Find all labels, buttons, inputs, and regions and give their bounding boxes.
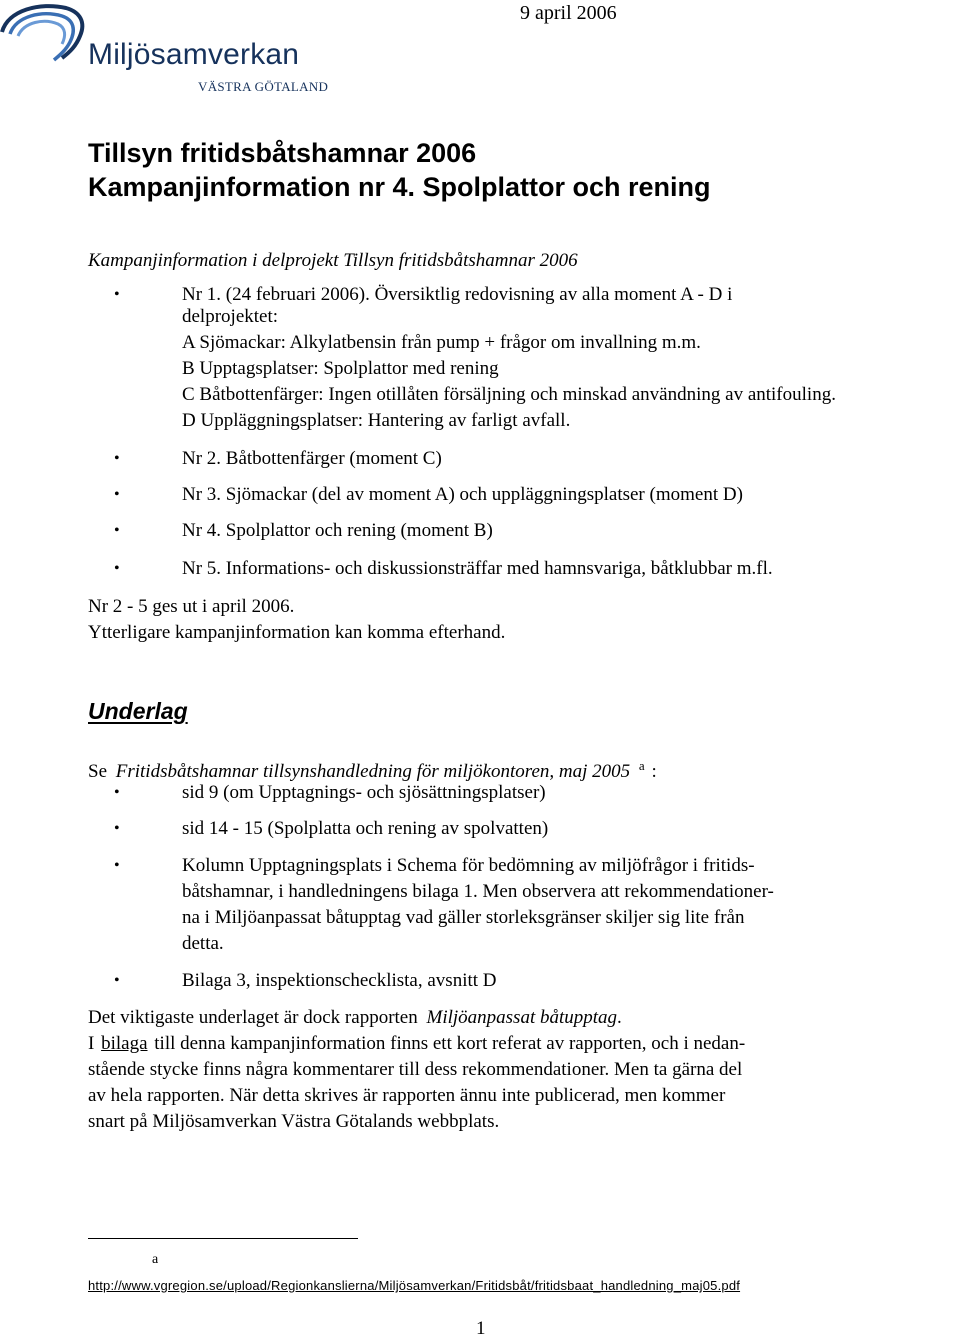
footnote-separator bbox=[88, 1238, 358, 1239]
footnote-url-link[interactable]: http://www.vgregion.se/upload/Regionkanslierna/Miljösamverkan/Fritidsbåt/fritidsbaat_handledning_maj05.pdf bbox=[88, 1278, 741, 1293]
logo-name: Miljösamverkan bbox=[88, 38, 300, 71]
reference-title: Fritidsbåtshamnar tillsynshandledning för miljökontoren, maj 2005 bbox=[115, 761, 631, 782]
underlag-bullet: Bilaga 3, inspektionschecklista, avsnitt D bbox=[182, 970, 497, 991]
intro-lead: Kampanjinformation i delprojekt Tillsyn fritidsbåtshamnar 2006 bbox=[88, 250, 578, 271]
paragraph-line: stående stycke finns några kommentarer till dess rekommendationer. Men ta gärna del bbox=[88, 1059, 743, 1080]
title-line-2: Kampanjinformation nr 4. Spolplattor och rening bbox=[88, 172, 711, 202]
bullet-icon: • bbox=[114, 972, 120, 989]
intro-item1-line: B Upptagsplatser: Spolplattor med rening bbox=[182, 358, 499, 379]
intro-note-2: Ytterligare kampanjinformation kan komma efterhand. bbox=[88, 622, 506, 643]
bullet-icon: • bbox=[114, 286, 120, 303]
bullet-icon: • bbox=[114, 522, 120, 539]
intro-item1-line: delprojektet: bbox=[182, 306, 279, 327]
footnote-mark: a bbox=[152, 1252, 159, 1267]
bullet-icon: • bbox=[114, 486, 120, 503]
organization-logo bbox=[0, 0, 340, 100]
bilaga-link[interactable]: bilaga bbox=[101, 1033, 148, 1054]
bullet-icon: • bbox=[114, 784, 120, 801]
underlag-bullet: sid 14 - 15 (Spolplatta och rening av spolvatten) bbox=[182, 818, 549, 839]
intro-item1-line: A Sjömackar: Alkylatbensin från pump + frågor om invallning m.m. bbox=[182, 332, 701, 353]
paragraph-line bbox=[88, 1031, 745, 1057]
underlag-bullet: sid 9 (om Upptagnings- och sjösättningsplatser) bbox=[182, 782, 546, 803]
underlag-bullet-line: detta. bbox=[182, 933, 224, 954]
title-line-1: Tillsyn fritidsbåtshamnar 2006 bbox=[88, 138, 477, 168]
intro-item: Nr 4. Spolplattor och rening (moment B) bbox=[182, 520, 493, 541]
intro-note-1: Nr 2 - 5 ges ut i april 2006. bbox=[88, 596, 295, 617]
intro-item1-line: C Båtbottenfärger: Ingen otillåten försäljning och minskad användning av antifouling. bbox=[182, 384, 836, 405]
intro-item: Nr 3. Sjömackar (del av moment A) och uppläggningsplatser (moment D) bbox=[182, 484, 743, 505]
intro-item: Nr 2. Båtbottenfärger (moment C) bbox=[182, 448, 442, 469]
bullet-icon: • bbox=[114, 857, 120, 874]
document-date: 9 april 2006 bbox=[520, 2, 617, 24]
bullet-icon: • bbox=[114, 450, 120, 467]
paragraph-line: snart på Miljösamverkan Västra Götalands webbplats. bbox=[88, 1111, 500, 1132]
paragraph-text: Det viktigaste underlaget är dock rapporten bbox=[88, 1007, 418, 1028]
underlag-bullet-line: båtshamnar, i handledningens bilaga 1. Men observera att rekommendationer- bbox=[182, 881, 774, 902]
page-number: 1 bbox=[476, 1318, 486, 1339]
intro-item1-line: D Uppläggningsplatser: Hantering av farligt avfall. bbox=[182, 410, 571, 431]
logo-swoosh-icon bbox=[0, 0, 96, 70]
underlag-bullet-line: na i Miljöanpassat båtupptag vad gäller storleksgränser skiljer sig lite från bbox=[182, 907, 745, 928]
bullet-icon: • bbox=[114, 820, 120, 837]
paragraph-text: I bbox=[88, 1033, 95, 1054]
reference-prefix: Se bbox=[88, 761, 107, 782]
report-title: Miljöanpassat båtupptag bbox=[426, 1007, 618, 1028]
reference-suffix: : bbox=[651, 761, 657, 782]
paragraph-line: av hela rapporten. När detta skrives är rapporten ännu inte publicerad, men kommer bbox=[88, 1085, 726, 1106]
section-heading-underlag: Underlag bbox=[88, 698, 188, 724]
bullet-icon: • bbox=[114, 560, 120, 577]
intro-item1-line: Nr 1. (24 februari 2006). Översiktlig redovisning av alla moment A - D i bbox=[182, 284, 733, 305]
footnote-marker: a bbox=[638, 758, 645, 773]
underlag-bullet-line: Kolumn Upptagningsplats i Schema för bedömning av miljöfrågor i fritids- bbox=[182, 855, 755, 876]
intro-item: Nr 5. Informations- och diskussionsträffar med hamnsvariga, båtklubbar m.fl. bbox=[182, 558, 773, 579]
logo-region: VÄSTRA GÖTALAND bbox=[198, 79, 329, 94]
paragraph-main-source bbox=[88, 1005, 622, 1031]
paragraph-text: . bbox=[617, 1007, 622, 1028]
paragraph-text: till denna kampanjinformation finns ett kort referat av rapporten, och i nedan- bbox=[154, 1033, 746, 1054]
